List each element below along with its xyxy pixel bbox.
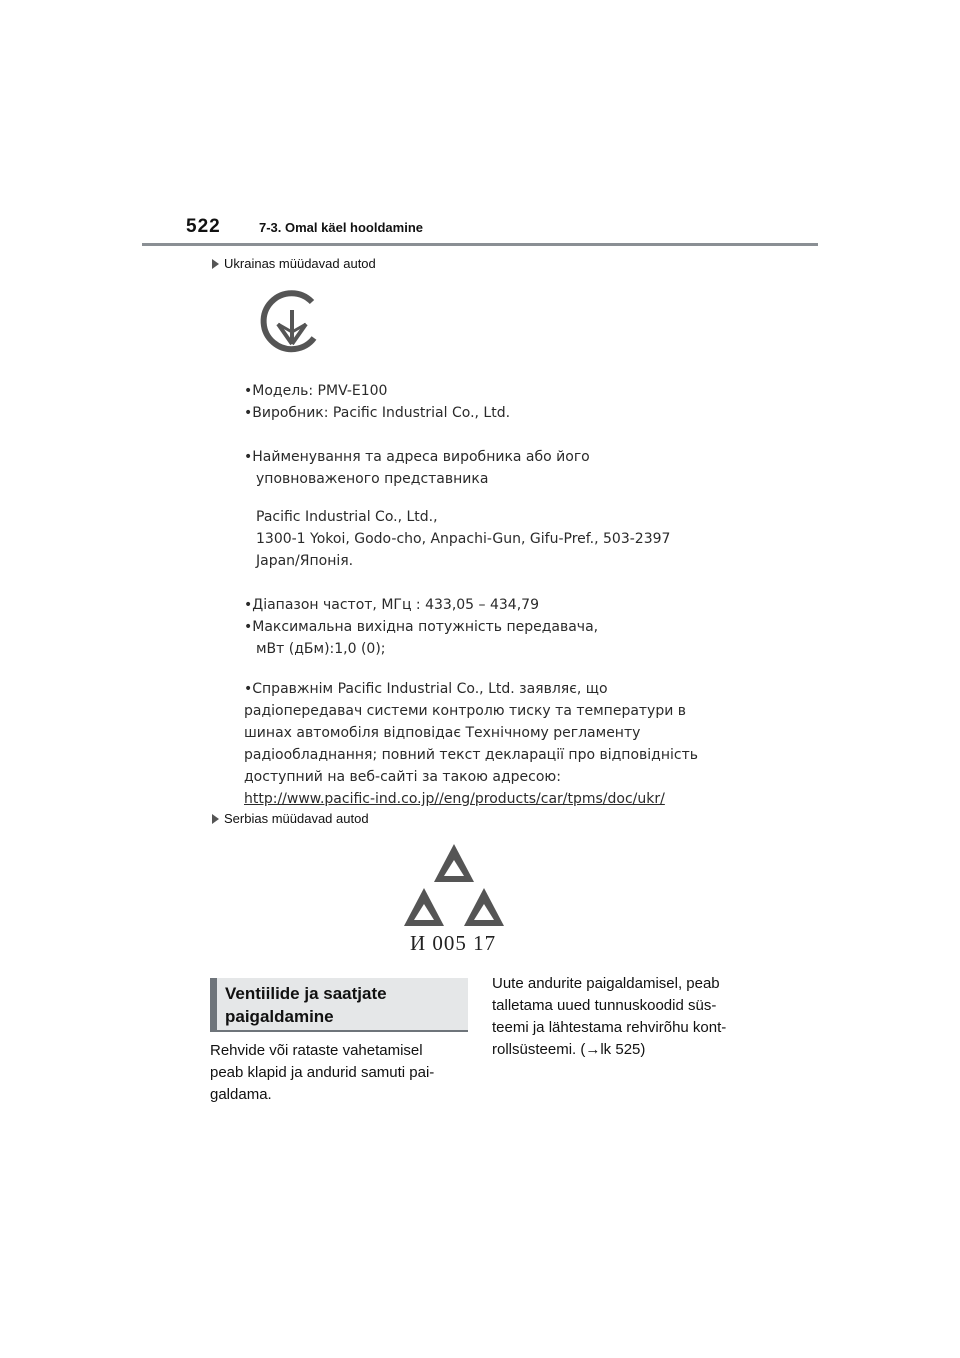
serbia-heading [212, 811, 369, 826]
ua-declaration-4: радіообладнання; повний текст декларації про відповідність [244, 747, 698, 763]
serbia-mark-code: И 005 17 [410, 931, 497, 955]
ua-company: Pacific Industrial Co., Ltd., [256, 509, 438, 525]
section-heading-box [210, 978, 468, 1032]
ua-power-2: мВт (дБм):1,0 (0); [256, 641, 386, 657]
ua-address: 1300-1 Yokoi, Godo-cho, Anpachi-Gun, Gifu-Pref., 503-2397 [256, 531, 671, 547]
chapter-title: 7-3. Omal käel hooldamine [259, 220, 423, 235]
page-number: 522 [186, 216, 221, 237]
ua-frequency: •Діапазон частот, МГц : 433,05 – 434,79 [244, 597, 539, 613]
triangle-bullet-icon [212, 259, 219, 269]
ua-model: •Модель: PMV-E100 [244, 383, 388, 399]
serbia-conformity-mark-icon [402, 842, 506, 932]
ukraine-conformity-mark-icon [258, 288, 326, 356]
ua-declaration-3: шинах автомобіля відповідає Технічному регламенту [244, 725, 641, 741]
serbia-heading-text: Serbias müüdavad autod [224, 811, 369, 826]
ukraine-declaration [244, 380, 764, 810]
left-column-text: Rehvide või rataste vahetamisel peab klapid ja andurid samuti pai- galdama. [210, 1042, 435, 1103]
ua-power-1: •Максимальна вихідна потужність передавача, [244, 619, 599, 635]
ukraine-heading-text: Ukrainas müüdavad autod [224, 256, 376, 271]
ua-declaration-5: доступний на веб-сайті за такою адресою: [244, 769, 561, 785]
triangle-bullet-icon [212, 814, 219, 824]
ua-name-address-2: уповноваженого представника [256, 471, 489, 487]
ua-declaration-2: радіопередавач системи контролю тиску та температури в [244, 703, 687, 719]
right-column-text: Uute andurite paigaldamisel, peab talletama uued tunnuskoodid süs- teemi ja lähtestama rehvirõhu kont- rollsüsteemi. (→lk 525) [492, 975, 727, 1058]
ua-country: Japan/Японія. [256, 553, 354, 569]
ua-declaration-1: •Справжнім Pacific Industrial Co., Ltd. заявляє, що [244, 681, 608, 697]
ua-name-address-1: •Найменування та адреса виробника або його [244, 449, 590, 465]
ua-manufacturer: •Виробник: Pacific Industrial Co., Ltd. [244, 405, 511, 421]
header-divider [142, 243, 818, 246]
section-title: Ventiilide ja saatjate paigaldamine [225, 984, 387, 1026]
ua-declaration-url[interactable]: http://www.pacific-ind.co.jp//eng/products/car/tpms/doc/ukr/ [244, 791, 665, 807]
ukraine-heading [212, 256, 376, 271]
